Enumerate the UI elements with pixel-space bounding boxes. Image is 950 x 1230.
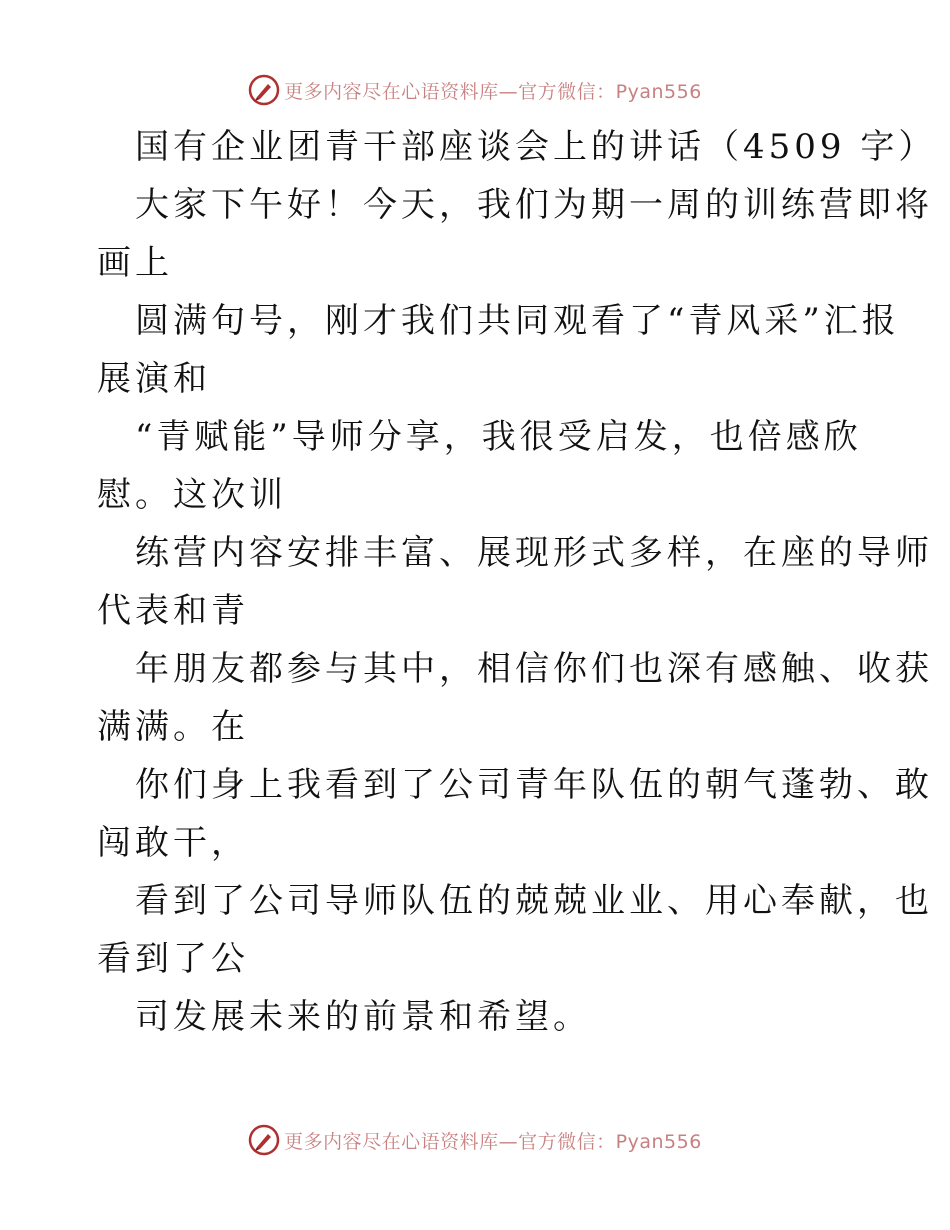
text-line: 看到了公司导师队伍的兢兢业业、用心奉献，也	[135, 881, 933, 921]
watermark-text: 更多内容尽在心语资料库—官方微信：Pyan556	[284, 1130, 702, 1153]
text-line: 画上	[97, 243, 173, 283]
text-line: 展演和	[97, 359, 211, 399]
text-line: 闯敢干，	[97, 823, 249, 863]
text-line: 年朋友都参与其中，相信你们也深有感触、收获	[135, 649, 933, 689]
watermark-text: 更多内容尽在心语资料库—官方微信：Pyan556	[284, 80, 702, 103]
pen-logo-icon	[248, 74, 280, 106]
text-line: “青赋能”导师分享，我很受启发，也倍感欣	[135, 417, 862, 457]
text-line: 代表和青	[97, 591, 249, 631]
text-line: 你们身上我看到了公司青年队伍的朝气蓬勃、敢	[135, 765, 933, 805]
text-line: 圆满句号，刚才我们共同观看了“青风采”汇报	[135, 301, 900, 341]
footer-watermark	[0, 1120, 950, 1160]
document-title: 国有企业团青干部座谈会上的讲话（4509 字）	[135, 127, 937, 167]
document-body	[97, 118, 937, 1046]
text-line: 慰。这次训	[97, 475, 287, 515]
text-line: 看到了公	[97, 939, 249, 979]
header-watermark	[0, 70, 950, 110]
text-line: 满满。在	[97, 707, 249, 747]
text-line: 大家下午好！今天，我们为期一周的训练营即将	[135, 185, 933, 225]
text-line: 司发展未来的前景和希望。	[135, 997, 591, 1037]
pen-logo-icon	[248, 1124, 280, 1156]
text-line: 练营内容安排丰富、展现形式多样，在座的导师	[135, 533, 933, 573]
